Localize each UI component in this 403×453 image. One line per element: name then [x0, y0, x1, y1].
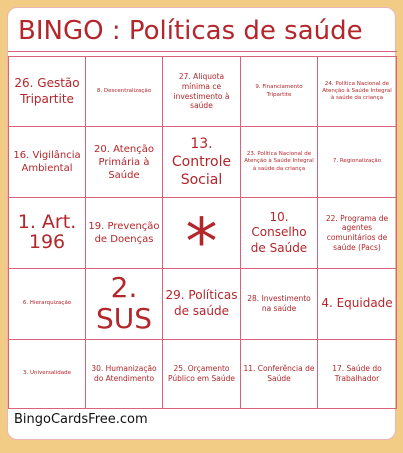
bingo-cell[interactable]: 3. Universalidade — [8, 340, 86, 409]
bingo-cell[interactable]: 9. Financiamento Tripartite — [241, 57, 318, 127]
bingo-cell[interactable]: 16. Vigilância Ambiental — [8, 127, 86, 198]
bingo-cell[interactable]: 24. Política Nacional de Atenção à Saúde Integral à saúde da criança — [318, 57, 397, 127]
bingo-cell[interactable]: 8. Descentralização — [86, 57, 163, 127]
bingo-cell[interactable]: 11. Conferência de Saúde — [241, 340, 318, 409]
bingo-cell[interactable]: 10. Conselho de Saúde — [241, 198, 318, 269]
bingo-cell[interactable]: 29. Políticas de saúde — [163, 269, 241, 340]
bingo-cell[interactable]: 19. Prevenção de Doenças — [86, 198, 163, 269]
bingo-cell[interactable]: 23. Política Nacional de Atenção à Saúde Integral à saúde da criança — [241, 127, 318, 198]
free-space-star[interactable]: * — [163, 198, 241, 269]
bingo-cell[interactable]: 22. Programa de agentes comunitários de saúde (Pacs) — [318, 198, 397, 269]
bingo-cell[interactable]: 13. Controle Social — [163, 127, 241, 198]
bingo-cell[interactable]: 17. Saúde do Trabalhador — [318, 340, 397, 409]
footer-brand: BingoCardsFree.com — [14, 412, 148, 427]
bingo-card — [7, 7, 396, 440]
card-title: BINGO : Políticas de saúde — [8, 10, 397, 52]
bingo-cell[interactable]: 25. Orçamento Público em Saúde — [163, 340, 241, 409]
bingo-cell[interactable]: 26. Gestão Tripartite — [8, 57, 86, 127]
bingo-cell[interactable]: 30. Humanização do Atendimento — [86, 340, 163, 409]
bingo-cell[interactable]: 20. Atenção Primária à Saúde — [86, 127, 163, 198]
bingo-cell[interactable]: 6. Hierarquização — [8, 269, 86, 340]
bingo-cell[interactable]: 4. Equidade — [318, 269, 397, 340]
bingo-cell[interactable]: 28. Investimento na saúde — [241, 269, 318, 340]
bingo-grid — [8, 56, 397, 409]
bingo-cell[interactable]: 7. Regionalização — [318, 127, 397, 198]
bingo-cell[interactable]: 1. Art. 196 — [8, 198, 86, 269]
bingo-cell[interactable]: 27. Aliquota mínima ce investimento à saúde — [163, 57, 241, 127]
bingo-cell[interactable]: 2. SUS — [86, 269, 163, 340]
